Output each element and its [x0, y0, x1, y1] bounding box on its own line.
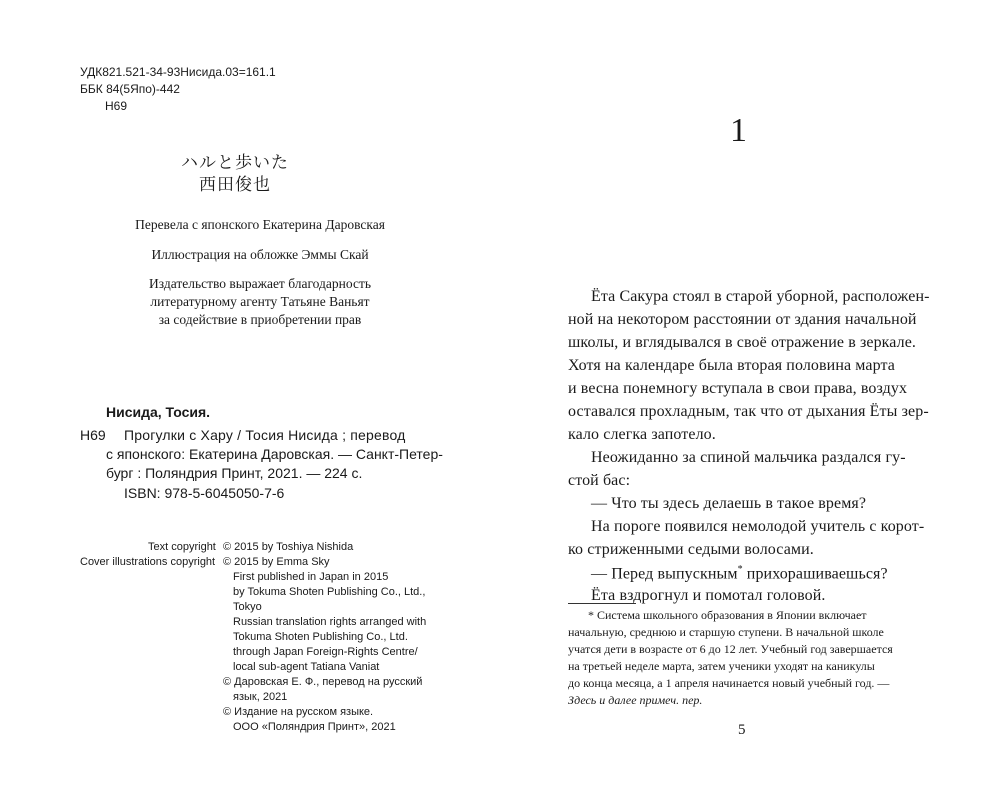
copyright-line: язык, 2021: [233, 691, 288, 703]
body-line: На пороге появился немолодой учитель с корот-: [591, 518, 925, 535]
body-text: — Перед выпускным: [591, 565, 738, 583]
footnote-marker: *: [737, 564, 743, 575]
body-text: прихорашиваешься?: [746, 565, 888, 583]
body-line: Хотя на календаре была вторая половина марта: [568, 357, 895, 374]
udk-code: УДК821.521-34-93Нисида.03=161.1: [80, 65, 276, 79]
copyright-line: Tokyo: [233, 601, 262, 613]
copyright-line: by Tokuma Shoten Publishing Co., Ltd.,: [233, 586, 426, 598]
illustrator-credit: Иллюстрация на обложке Эммы Скай: [151, 247, 369, 262]
body-line: ко стриженными седыми волосами.: [568, 541, 814, 558]
body-line: ной на некотором расстоянии от здания начальной: [568, 311, 917, 328]
footnote-rule: [568, 603, 636, 604]
body-line: оставался прохладным, так что от дыхания Ёты зер-: [568, 403, 929, 420]
body-line: и весна понемногу вступала в свои права, воздух: [568, 380, 908, 397]
copyright-line: ООО «Поляндрия Принт», 2021: [233, 721, 396, 733]
footnote-line: на третьей неделе марта, затем ученики уходят на каникулы: [568, 659, 875, 673]
copyright-line: © Даровская Е. Ф., перевод на русский: [223, 676, 423, 688]
isbn: ISBN: 978-5-6045050-7-6: [124, 485, 285, 501]
record-code: Н69: [80, 427, 106, 443]
copyright-line: © 2015 by Emma Sky: [223, 556, 330, 568]
body-line: школы, и вглядывался в своё отражение в зеркале.: [568, 334, 917, 351]
record-line-1: Прогулки с Хару / Тосия Нисида ; перевод: [124, 427, 406, 443]
copyright-line: © Издание на русском языке.: [223, 706, 374, 718]
chapter-number: 1: [730, 112, 747, 149]
footnote-line: * Система школьного образования в Японии включает: [588, 608, 867, 622]
copyright-line: First published in Japan in 2015: [233, 571, 389, 583]
bbk-code: ББК 84(5Япо)-442: [80, 82, 180, 96]
body-line-with-footnote: [591, 564, 888, 583]
text-copyright-label: Text copyright: [148, 541, 216, 553]
japanese-title: ハルと歩いた: [181, 153, 289, 173]
thanks-line-1: Издательство выражает благодарность: [149, 276, 371, 291]
translator-credit: Перевела с японского Екатерина Даровская: [135, 217, 385, 232]
footnote-line: до конца месяца, а 1 апреля начинается новый учебный год. —: [568, 676, 890, 690]
body-line: Ёта Сакура стоял в старой уборной, расположен-: [591, 288, 930, 305]
record-line-2: с японского: Екатерина Даровская. — Санкт-Петер-: [106, 446, 443, 462]
body-line: Неожиданно за спиной мальчика раздался гу-: [591, 449, 906, 466]
footnote-line: начальную, среднюю и старшую ступени. В начальной школе: [568, 625, 884, 639]
record-heading: Нисида, Тосия.: [106, 404, 211, 420]
thanks-line-2: литературному агенту Татьяне Ваньят: [150, 294, 370, 309]
author-mark: Н69: [105, 99, 128, 113]
cover-copyright-label: Cover illustrations copyright: [80, 556, 216, 568]
copyright-line: © 2015 by Toshiya Nishida: [223, 541, 354, 553]
body-line: Ёта вздрогнул и помотал головой.: [591, 587, 826, 604]
body-line: — Что ты здесь делаешь в такое время?: [591, 495, 867, 512]
body-line: кало слегка запотело.: [568, 426, 716, 443]
copyright-line: through Japan Foreign-Rights Centre/: [233, 646, 418, 658]
footnote-line: Здесь и далее примеч. пер.: [568, 693, 703, 707]
page-number: 5: [738, 722, 746, 738]
footnote-line: учатся дети в возрасте от 6 до 12 лет. Учебный год завершается: [568, 642, 893, 656]
record-line-3: бург : Поляндрия Принт, 2021. — 224 с.: [106, 465, 363, 481]
body-line: стой бас:: [568, 472, 631, 489]
copyright-line: local sub-agent Tatiana Vaniat: [233, 661, 380, 673]
thanks-line-3: за содействие в приобретении прав: [158, 312, 362, 327]
japanese-author: 西田俊也: [199, 175, 271, 195]
copyright-line: Russian translation rights arranged with: [233, 616, 427, 628]
copyright-line: Tokuma Shoten Publishing Co., Ltd.: [233, 631, 408, 643]
